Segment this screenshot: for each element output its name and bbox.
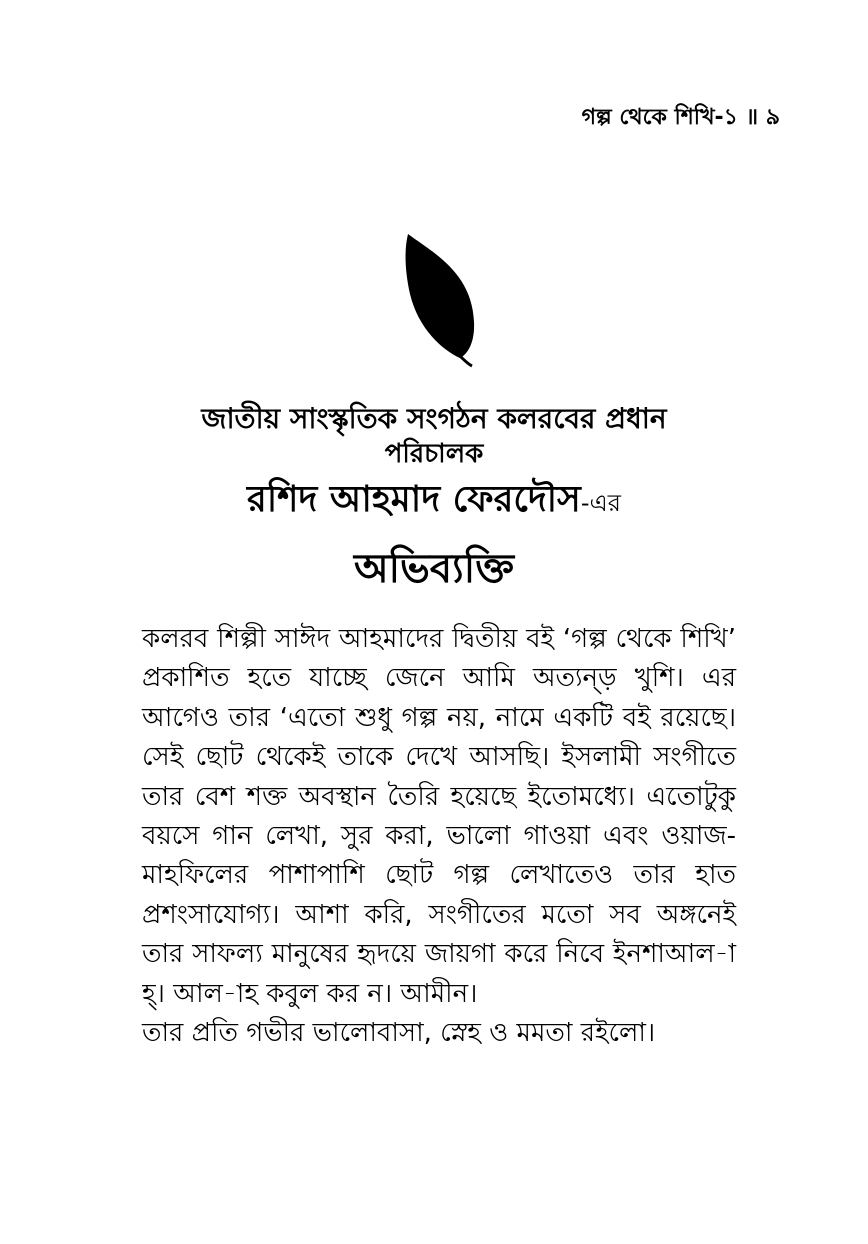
author-name-line [80, 476, 788, 530]
role-line: পরিচালক [384, 439, 484, 469]
running-header: গল্প থেকে শিখি-১ ॥ ৯ [581, 105, 780, 130]
body-text [142, 620, 736, 1053]
leaf-icon [402, 232, 482, 368]
page-title: অভিব্যক্তি [353, 546, 515, 592]
paragraph: কলরব শিল্পী সাঈদ আহমাদের দ্বিতীয় বই ‘গল্প থেকে শিখি’ প্রকাশিত হতে যাচ্ছে জেনে আমি অত্যন্ড় খুশি। এর আগেও তার ‘এতো শুধু গল্প নয়, নামে একটি বই রয়েছে। সেই ছোট থেকেই তাকে দেখে আসছি। ইসলামী সংগীতে তার বেশ শক্ত অবস্থান তৈরি হয়েছে ইতোমধ্যে। এতোটুকু বয়সে গান লেখা, সুর করা, ভালো গাওয়া এবং ওয়াজ-মাহফিলের পাশাপাশি ছোট গল্প লেখাতেও তার হাত প্রশংসাযোগ্য। আশা করি, সংগীতের মতো সব অঙ্গনেই তার সাফল্য মানুষের হৃদয়ে জায়গা করে নিবে ইনশাআল-াহ্। আল-াহ কবুল কর ন। আমীন। [142, 624, 736, 1009]
author-name-suffix: -এর [580, 489, 621, 517]
organization-line: জাতীয় সাংস্কৃতিক সংগঠন কলরবের প্রধান [201, 402, 667, 435]
author-name: রশিদ আহমাদ ফেরদৌস [247, 479, 581, 520]
heading-block [80, 400, 788, 594]
paragraph: তার প্রতি গভীর ভালোবাসা, স্নেহ ও মমতা রইলো। [142, 1018, 656, 1049]
